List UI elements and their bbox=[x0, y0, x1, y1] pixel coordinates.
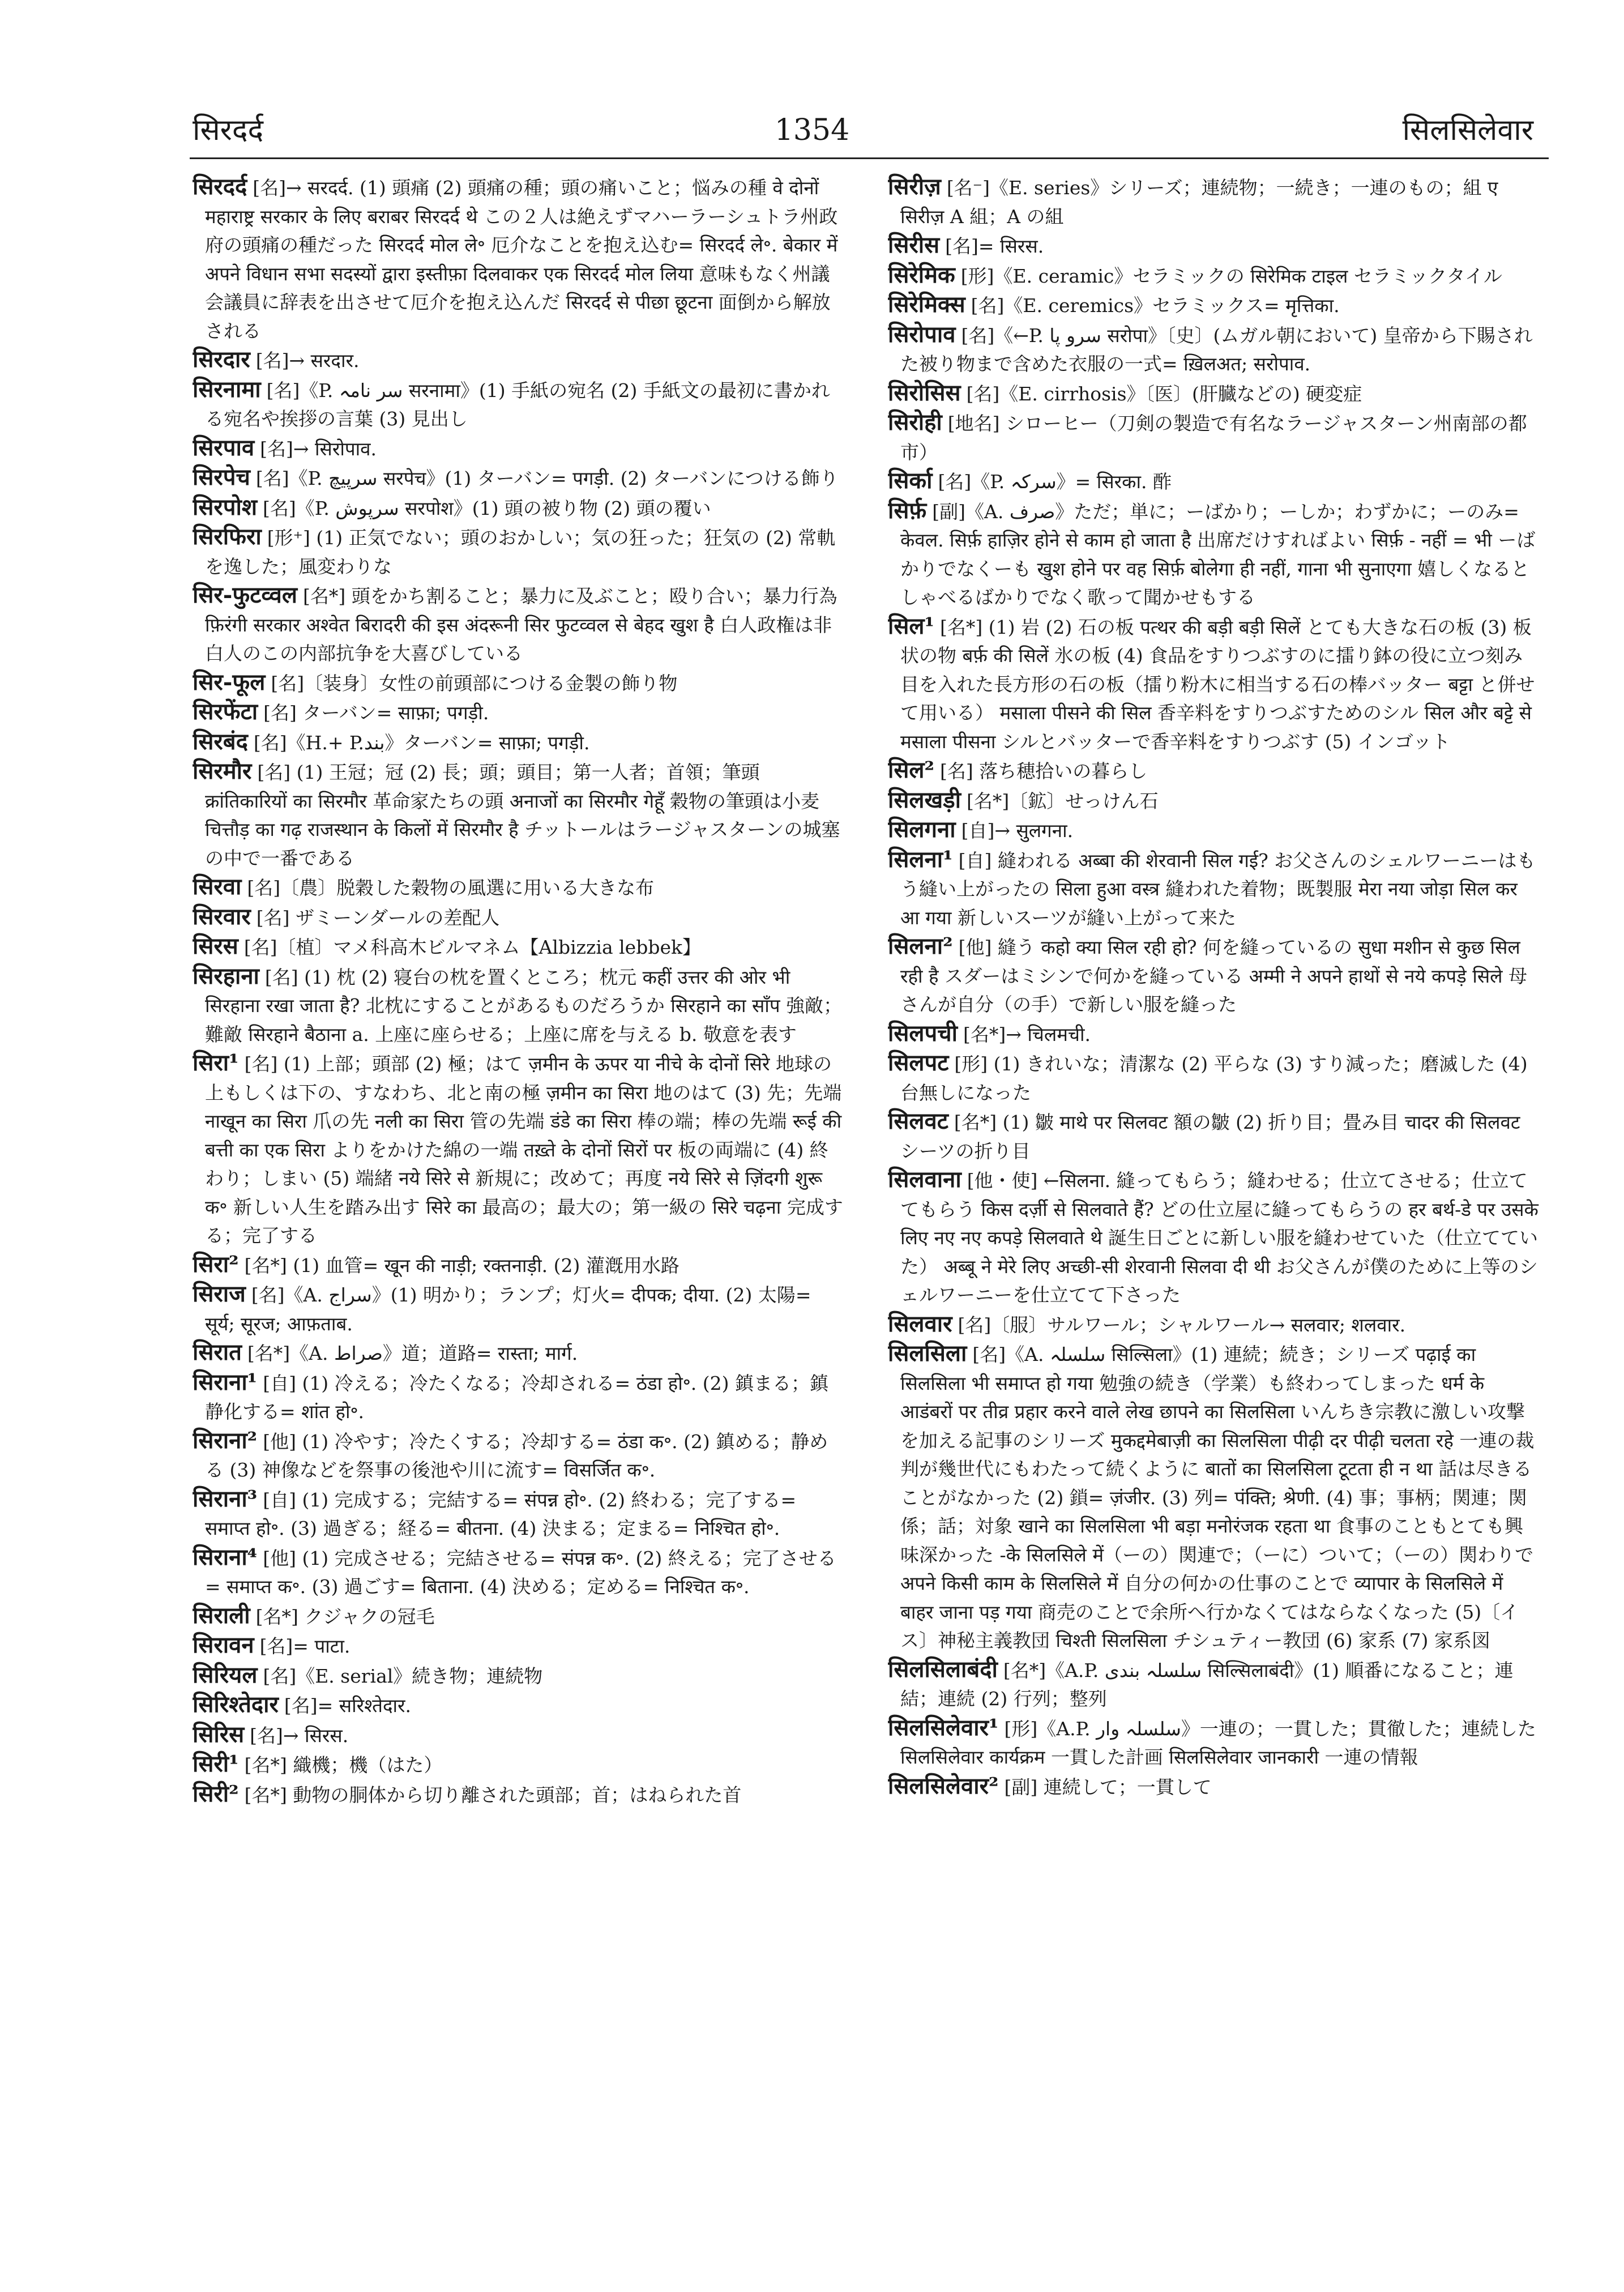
entry-definition: [名]→ सिरोपाव. bbox=[260, 437, 377, 460]
entry-definition: [名]《H.+ P.بند》ターバン= साफ़ा; पगड़ी. bbox=[253, 731, 590, 754]
right-guide-word: सिलसिलेवार bbox=[1402, 113, 1533, 147]
left-column bbox=[193, 173, 844, 2240]
entry-definition: [名]《P. سرکہ》= सिरका. 酢 bbox=[938, 471, 1172, 493]
entry-definition: [名]= सिरस. bbox=[945, 235, 1044, 257]
entry-definition: [名*] (1) 血管= खून की नाड़ी; रक्तनाड़ी. (2) 灌漑用水路 bbox=[244, 1254, 679, 1277]
entry-definition: [名]《P. سرپیچ सरपेच》(1) ターバン= पगड़ी. (2) ターバンにつける飾り bbox=[255, 467, 839, 489]
headword: सिरा¹ bbox=[193, 1049, 239, 1076]
dictionary-entry bbox=[193, 1721, 844, 1751]
headword: सिरनामा bbox=[193, 375, 261, 403]
entry-definition: [名] (1) 上部；頭部 (2) 極；はて ज़मीन के ऊपर या नीचे के दोनों सिरे 地球の上もしくは下の、すなわち、北と南の極 ज़मीन का सिरा 地のはて (3) 先；先端 नाखून का सिरा 爪の先 नली का सिरा 管の先端 डंडे का सिरा 棒の端；棒の先端 रूई की बत्ती का एक सिरा よりをかけた綿の一端 तख़्ते के दोनों सिरों पर 板の両端に (4) 終わり；しまい (5) 端緒 नये सिरे से 新規に；改めて；再度 नये सिरे से ज़िंदगी शुरू क॰ 新しい人生を踏み出す सिरे का 最高の；最大の；第一級の सिरे चढ़ना 完成する；完了する bbox=[205, 1053, 843, 1247]
entry-definition: [地名] シローヒー（刀剣の製造で有名なラージャスターン州南部の都市） bbox=[900, 412, 1527, 463]
headword: सिरिश्तेदार bbox=[193, 1691, 279, 1718]
dictionary-entry bbox=[193, 523, 844, 581]
headword: सिरस bbox=[193, 933, 238, 959]
entry-definition: [他] (1) 完成させる；完結させる= संपन्न क॰. (2) 終える；完了させる= समाप्त क॰. (3) 過ごす= बिताना. (4) 決める；定める= निश्चित क॰. bbox=[205, 1547, 836, 1598]
headword: सिरफेंटा bbox=[193, 698, 258, 725]
dictionary-entry bbox=[888, 1310, 1539, 1340]
headword: सिर्फ़ bbox=[888, 497, 927, 524]
entry-definition: [名] ザミーンダールの差配人 bbox=[256, 906, 500, 929]
dictionary-entry bbox=[888, 497, 1539, 612]
headword: सिरावन bbox=[193, 1632, 254, 1658]
dictionary-entry bbox=[193, 962, 844, 1049]
left-guide-word: सिरदर्द bbox=[193, 113, 264, 147]
dictionary-entry bbox=[193, 1368, 844, 1427]
dictionary-entry bbox=[888, 1339, 1539, 1655]
entry-definition: [形⁺] (1) 正気でない；頭のおかしい；気の狂った；狂気の (2) 常軌を逸した；風変わりな bbox=[205, 527, 836, 578]
entry-definition: [名*] クジャクの冠毛 bbox=[255, 1605, 435, 1628]
entry-definition: [自]→ सुलगना. bbox=[961, 820, 1074, 842]
dictionary-entry bbox=[193, 1049, 844, 1250]
headword: सिलवाना bbox=[888, 1166, 961, 1193]
headword: सिरी² bbox=[193, 1780, 239, 1807]
entry-definition: [自] (1) 完成する；完結する= संपन्न हो॰. (2) 終わる；完了する= समाप्त हो॰. (3) 過ぎる；経る= बीतना. (4) 決まる；定まる= निश्चित हो॰. bbox=[205, 1488, 797, 1539]
headword: सिरियल bbox=[193, 1661, 258, 1688]
entry-definition: [名] ターバン= साफ़ा; पगड़ी. bbox=[263, 702, 489, 724]
entry-definition: [名*] 頭をかち割ること；暴力に及ぶこと；殴り合い；暴力行為 फ़िरंगी सरकार अश्वेत बिरादरी की इस अंदरूनी सिर फुटव्वल से बेहद खुश है 白人政権は非白人のこの内部抗争を大喜びしている bbox=[205, 585, 837, 664]
dictionary-entry bbox=[193, 1338, 844, 1368]
headword: सिरीज़ bbox=[888, 173, 941, 200]
dictionary-entry bbox=[193, 434, 844, 464]
dictionary-entry bbox=[193, 1780, 844, 1810]
entry-definition: [名*]〔鉱〕せっけん石 bbox=[967, 789, 1159, 812]
headword: सिराना³ bbox=[193, 1485, 258, 1512]
headword: सिरवार bbox=[193, 903, 251, 930]
headword: सिलवार bbox=[888, 1310, 952, 1337]
entry-definition: [名] (1) 王冠；冠 (2) 長；頭；頭目；第一人者；首領；筆頭 क्रांतिकारियों का सिरमौर 革命家たちの頭 अनाजों का सिरमौर गेहूँ 穀物の筆頭は小麦 चित्तौड़ का गढ़ राजस्थान के किलों में सिरमौर है チットールはラージャスターンの城塞の中で一番である bbox=[205, 761, 840, 869]
entry-definition: [名]〔装身〕女性の前頭部につける金製の飾り物 bbox=[271, 672, 678, 694]
headword: सिर-फूल bbox=[193, 668, 266, 695]
entry-definition: [名*]→ चिलमची. bbox=[963, 1023, 1091, 1045]
dictionary-entry bbox=[888, 1166, 1539, 1310]
headword: सिलना² bbox=[888, 933, 953, 959]
headword: सिलना¹ bbox=[888, 846, 953, 873]
entry-definition: [名*] (1) 岩 (2) 石の板 पत्थर की बड़ी बड़ी सिलें とても大きな石の板 (3) 板状の物 बर्फ़ की सिलें 氷の板 (4) 食品をすりつぶすのに擂り鉢の役に立つ刻み目を入れた長方形の石の板（擂り粉木に相当する石の棒バッター बट्टा と併せて用いる） मसाला पीसने की सिल 香辛料をすりつぶすためのシル सिल और बट्टे से मसाला पीसना シルとバッターで香辛料をすりつぶす (5) インゴット bbox=[900, 616, 1535, 753]
headword: सिराना¹ bbox=[193, 1368, 258, 1395]
headword: सिरपोश bbox=[193, 493, 258, 520]
dictionary-entry bbox=[193, 668, 844, 698]
headword: सिरी¹ bbox=[193, 1751, 239, 1777]
headword: सिरा² bbox=[193, 1250, 239, 1278]
headword: सिरेमिक्स bbox=[888, 291, 965, 318]
dictionary-entry bbox=[193, 493, 844, 523]
headword: सिलसिला bbox=[888, 1340, 967, 1367]
dictionary-entry bbox=[193, 932, 844, 962]
dictionary-entry bbox=[888, 932, 1539, 1019]
dictionary-entry bbox=[193, 1602, 844, 1632]
dictionary-entry bbox=[193, 375, 844, 434]
entry-definition: [名*] 織機；機（はた） bbox=[244, 1754, 443, 1776]
entry-definition: [名]《←P. سرو پا सरोपा》〔史〕(ムガル朝において) 皇帝から下賜された被り物まで含めた衣服の一式= ख़िलअत; सरोपाव. bbox=[900, 324, 1533, 375]
dictionary-entry bbox=[888, 612, 1539, 757]
dictionary-entry bbox=[888, 408, 1539, 467]
headword: सिरमौर bbox=[193, 758, 252, 784]
headword: सिलवट bbox=[888, 1108, 948, 1134]
dictionary-entry bbox=[888, 786, 1539, 816]
headword: सिरपाव bbox=[193, 434, 255, 461]
dictionary-entry bbox=[193, 1485, 844, 1543]
dictionary-entry bbox=[888, 231, 1539, 261]
entry-definition: [名]《E. ceremics》セラミックス= मृत्तिका. bbox=[971, 294, 1340, 317]
entry-definition: [名]《E. serial》続き物；連続物 bbox=[263, 1664, 543, 1687]
headword: सिरवा bbox=[193, 873, 242, 900]
dictionary-entry bbox=[193, 173, 844, 345]
headword: सिरीस bbox=[888, 232, 940, 258]
headword: सिलसिलेवार¹ bbox=[888, 1714, 999, 1741]
entry-definition: [名]〔植〕マメ科高木ビルマネム【Albizzia lebbek】 bbox=[243, 936, 701, 958]
header-rule bbox=[190, 157, 1549, 159]
entry-definition: [名⁻]《E. series》シリーズ；連続物；一続き；一連のもの；組 ए सिरीज़ A 組；A の組 bbox=[900, 177, 1498, 228]
headword: सिलपट bbox=[888, 1049, 949, 1076]
dictionary-entry bbox=[193, 698, 844, 728]
entry-definition: [名] 落ち穂拾いの暮らし bbox=[940, 760, 1148, 782]
dictionary-entry bbox=[193, 345, 844, 375]
headword: सिराना⁴ bbox=[193, 1543, 258, 1570]
dictionary-entry bbox=[193, 1280, 844, 1338]
headword: सिलसिलाबंदी bbox=[888, 1655, 998, 1683]
dictionary-entry bbox=[193, 728, 844, 758]
dictionary-entry bbox=[193, 1661, 844, 1691]
dictionary-entry bbox=[888, 1714, 1539, 1772]
headword: सिरदर्द bbox=[193, 173, 247, 200]
entry-definition: [形] (1) きれいな；清潔な (2) 平らな (3) すり減った；磨滅した (4) 台無しになった bbox=[900, 1053, 1528, 1104]
entry-definition: [名]= पाटा. bbox=[259, 1635, 351, 1657]
headword: सिलसिलेवार² bbox=[888, 1772, 999, 1799]
dictionary-entry bbox=[888, 379, 1539, 409]
dictionary-entry bbox=[193, 581, 844, 668]
entry-definition: [自] (1) 冷える；冷たくなる；冷却される= ठंडा हो॰. (2) 鎮まる；鎮静化する= शांत हो॰. bbox=[205, 1372, 829, 1423]
dictionary-entry bbox=[193, 1250, 844, 1281]
dictionary-entry bbox=[888, 1772, 1539, 1802]
headword: सिरोपाव bbox=[888, 321, 956, 348]
headword: सिराना² bbox=[193, 1427, 258, 1454]
dictionary-entry bbox=[888, 1655, 1539, 1714]
headword: सिरबंद bbox=[193, 728, 248, 755]
entry-definition: [自] 縫われる अब्बा की शेरवानी सिल गई? お父さんのシェルワーニーはもう縫い上がったの सिला हुआ वस्त्र 縫われた着物；既製服 मेरा नया जोड़ा सिल कर आ गया 新しいスーツが縫い上がって来た bbox=[900, 849, 1536, 929]
dictionary-entry bbox=[888, 1049, 1539, 1107]
headword: सिरदार bbox=[193, 346, 250, 373]
headword: सिरिस bbox=[193, 1721, 245, 1748]
entry-definition: [他] (1) 冷やす；冷たくする；冷却する= ठंडा क॰. (2) 鎮める；静める (3) 神像などを祭事の後池や川に流す= विसर्जित क॰. bbox=[205, 1430, 828, 1481]
headword: सिराज bbox=[193, 1281, 246, 1307]
dictionary-entry bbox=[888, 816, 1539, 846]
dictionary-entry bbox=[193, 757, 844, 873]
entry-definition: [名*] (1) 皺 माथे पर सिलवट 額の皺 (2) 折り目；畳み目 चादर की सिलवट シーツの折り目 bbox=[900, 1111, 1520, 1162]
entry-definition: [名]《P. سرپوش सरपोश》(1) 頭の被り物 (2) 頭の覆い bbox=[263, 497, 711, 519]
entry-definition: [副]《A. صرف》ただ；単に；ーばかり；ーしか；わずかに；ーのみ= केवल. सिर्फ़ हाज़िर होने से काम हो जाता है 出席だけすればよい सिर्फ़ - नहीं = भी ーばかりでなくーも खुश होने पर वह सिर्फ़ बोलेगा ही नहीं, गाना भी सुनाएगा 嬉しくなるとしゃべるばかりでなく歌って聞かせもする bbox=[900, 500, 1536, 608]
entry-definition: [名]→ सिरस. bbox=[250, 1724, 349, 1747]
dictionary-entry bbox=[193, 1631, 844, 1661]
headword: सिरफिरा bbox=[193, 523, 262, 550]
dictionary-entry bbox=[193, 873, 844, 903]
headword: सिराली bbox=[193, 1602, 250, 1629]
entry-definition: [他・使] ←सिलना. 縫ってもらう；縫わせる；仕立てさせる；仕立ててもらう किस दर्ज़ी से सिलवाते हैं? どの仕立屋に縫ってもらうの हर बर्थ-डे पर उसके लिए नए नए कपड़े सिलवाते थे 誕生日ごとに新しい服を縫わせていた（仕立てていた） अब्बू ने मेरे लिए अच्छी-सी शेरवानी सिलवा दी थी お父さんが僕のために上等のシェルワーニーを仕立てて下さった bbox=[900, 1170, 1538, 1306]
right-column bbox=[888, 173, 1539, 2240]
headword: सिलखड़ी bbox=[888, 786, 961, 813]
headword: सिल¹ bbox=[888, 612, 935, 639]
headword: सिरेमिक bbox=[888, 261, 955, 288]
dictionary-entry bbox=[888, 1019, 1539, 1049]
headword: सिरहाना bbox=[193, 962, 259, 989]
dictionary-entry bbox=[193, 1543, 844, 1602]
headword: सिलपची bbox=[888, 1019, 958, 1047]
entry-definition: [名]《P. سر نامہ सरनामा》(1) 手紙の宛名 (2) 手紙文の最初に書かれる宛名や挨拶の言葉 (3) 見出し bbox=[205, 379, 830, 430]
page-number: 1354 bbox=[774, 113, 850, 147]
headword: सिल² bbox=[888, 757, 935, 783]
entry-definition: [名] (1) 枕 (2) 寝台の枕を置くところ；枕元 कहीं उत्तर की ओर भी सिरहाना रखा जाता है? 北枕にすることがあるものだろうか सिरहाने का साँप 強敵；難敵 सिरहाने बैठाना a. 上座に座らせる；上座に席を与える b. 敬意を表す bbox=[205, 966, 843, 1045]
entry-definition: [副] 連続して；一貫して bbox=[1004, 1775, 1212, 1798]
dictionary-entry bbox=[193, 1691, 844, 1721]
dictionary-entry bbox=[888, 173, 1539, 231]
entry-definition: [名]〔農〕脱穀した穀物の風選に用いる大きな布 bbox=[247, 877, 655, 899]
entry-definition: [他] 縫う कहो क्या सिल रही हो? 何を縫っているの सुधा मशीन से कुछ सिल रही है スダーはミシンで何かを縫っている अम्मी ने अपने हाथों से नये कपड़े सिले 母さんが自分（の手）で新しい服を縫った bbox=[900, 936, 1528, 1015]
headword: सिरोसिस bbox=[888, 379, 961, 406]
dictionary-entry bbox=[888, 321, 1539, 379]
headword: सिरपेच bbox=[193, 464, 250, 490]
entry-definition: [名]→ सरदार. bbox=[255, 349, 360, 372]
dictionary-entry bbox=[888, 261, 1539, 291]
entry-definition: [名]〔服〕サルワール；シャルワール→ सलवार; शलवार. bbox=[958, 1313, 1406, 1336]
entry-definition: [形]《E. ceramic》セラミックの सिरेमिक टाइल セラミックタイル bbox=[960, 264, 1502, 287]
dictionary-entry bbox=[888, 756, 1539, 786]
headword: सिलगना bbox=[888, 816, 956, 843]
headword: सिर्का bbox=[888, 467, 933, 494]
headword: सिरोही bbox=[888, 409, 942, 436]
entry-definition: [名]《A. سلسلہ सिल्सिला》(1) 連続；続き；シリーズ पढ़ाई का सिलसिला भी समाप्त हो गया 勉強の続き（学業）も終わってしまった धर्म के आडंबरों पर तीव्र प्रहार करने वाले लेख छापने का सिलसिला いんちき宗教に激しい攻撃を加える記事のシリーズ मुकद्दमेबाज़ी का सिलसिला पीढ़ी दर पीढ़ी चलता रहे 一連の裁判が幾世代にもわたって続くように बातों का सिलसिला टूटता ही न था 話は尽きることがなかった (2) 鎖= ज़ंजीर. (3) 列= पंक्ति; श्रेणी. (4) 事；事柄；関連；関係；話；対象 खाने का सिलसिला भी बड़ा मनोरंजक रहता था 食事のこともとても興味深かった -के सिलसिले में（ーの）関連で；（ーに）ついて；（ーの）関わりで अपने किसी काम के सिलसिले में 自分の何かの仕事のことで व्यापार के सिलसिले में बाहर जाना पड़ गया 商売のことで余所へ行かなくてはならなくなった (5)〔イス〕神秘主義教団 चिश्ती सिलसिला チシュティー教団 (6) 家系 (7) 家系図 bbox=[900, 1343, 1535, 1651]
dictionary-entry bbox=[193, 463, 844, 493]
entry-definition: [名*]《A. صراط》道；道路= रास्ता; मार्ग. bbox=[247, 1342, 578, 1364]
dictionary-entry bbox=[193, 1750, 844, 1780]
dictionary-entry bbox=[888, 291, 1539, 321]
entry-definition: [名]→ सरदर्द. (1) 頭痛 (2) 頭痛の種；頭の痛いこと；悩みの種 वे दोनों महाराष्ट्र सरकार के लिए बराबर सिरदर्द थे この２人は絶えずマハーラーシュトラ州政府の頭痛の種だった सिरदर्द मोल ले॰ 厄介なことを抱え込む= सिरदर्द ले॰. बेकार में अपने विधान सभा सदस्यों द्वारा इस्तीफ़ा दिलवाकर एक सिरदर्द मोल लिया 意味もなく州議会議員に辞表を出させて厄介を抱え込んだ सिरदर्द से पीछा छूटना 面倒から解放される bbox=[205, 177, 838, 342]
entry-definition: [名]《A. سراج》(1) 明かり；ランプ；灯火= दीपक; दीया. (2) 太陽= सूर्य; सूरज; आफ़ताब. bbox=[205, 1284, 811, 1335]
entry-definition: [形]《A.P. سلسلہ وار》一連の；一貫した；貫徹した；連続した सिलसिलेवार कार्यक्रम 一貫した計画 सिलसिलेवार जानकारी 一連の情報 bbox=[900, 1717, 1536, 1768]
entry-definition: [名]= सरिश्तेदार. bbox=[284, 1695, 412, 1717]
dictionary-entry bbox=[193, 1427, 844, 1485]
dictionary-entry bbox=[193, 903, 844, 933]
headword: सिरात bbox=[193, 1339, 242, 1365]
entry-definition: [名]《E. cirrhosis》〔医〕(肝臓などの) 硬変症 bbox=[966, 382, 1362, 405]
dictionary-entry bbox=[888, 846, 1539, 933]
dictionary-entry bbox=[888, 1107, 1539, 1166]
dictionary-entry bbox=[888, 467, 1539, 497]
headword: सिर-फुटव्वल bbox=[193, 582, 298, 608]
entry-definition: [名*]《A.P. سلسلہ بندی सिल्सिलाबंदी》(1) 順番になること；連結；連続 (2) 行列；整列 bbox=[900, 1659, 1514, 1710]
entry-definition: [名*] 動物の胴体から切り離された頭部；首；はねられた首 bbox=[244, 1783, 742, 1806]
